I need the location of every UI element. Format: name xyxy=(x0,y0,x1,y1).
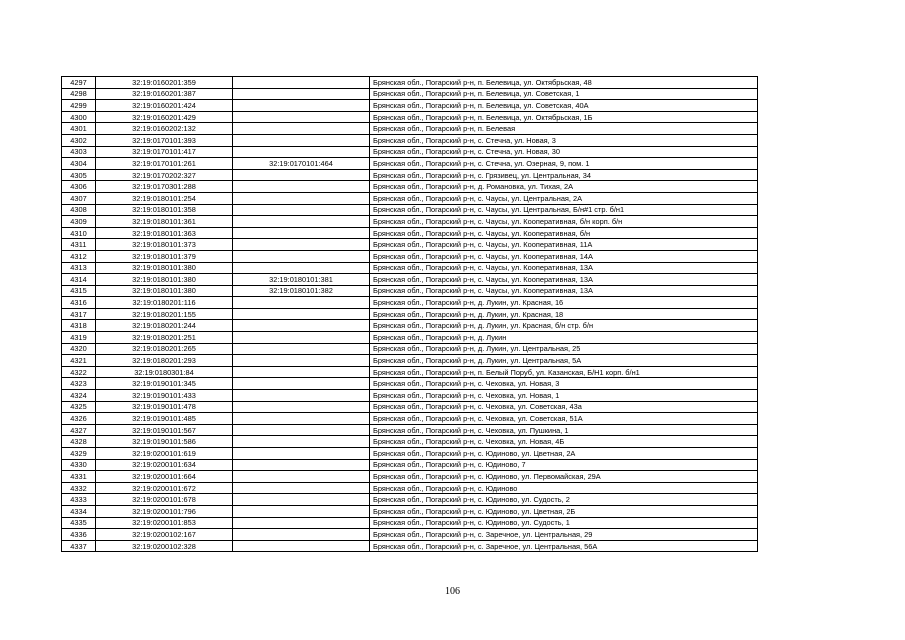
cadastral-number-cell: 32:19:0160202:132 xyxy=(96,123,233,135)
address-cell: Брянская обл., Погарский р-н, с. Чаусы, ул. Центральная, Б/н#1 стр. б/н1 xyxy=(370,204,758,216)
previous-cadastral-number-cell xyxy=(233,505,370,517)
table-row xyxy=(62,517,758,529)
row-number-cell: 4297 xyxy=(62,77,96,89)
row-number-cell: 4316 xyxy=(62,297,96,309)
table-row xyxy=(62,494,758,506)
cadastral-number-cell: 32:19:0180101:380 xyxy=(96,262,233,274)
cadastral-number-cell: 32:19:0200101:796 xyxy=(96,505,233,517)
previous-cadastral-number-cell xyxy=(233,297,370,309)
row-number-cell: 4325 xyxy=(62,401,96,413)
cadastral-number-cell: 32:19:0190101:485 xyxy=(96,413,233,425)
previous-cadastral-number-cell xyxy=(233,308,370,320)
table-row xyxy=(62,401,758,413)
table-row xyxy=(62,378,758,390)
cadastral-number-cell: 32:19:0170301:288 xyxy=(96,181,233,193)
previous-cadastral-number-cell xyxy=(233,517,370,529)
address-cell: Брянская обл., Погарский р-н, с. Чеховка, ул. Советская, 51А xyxy=(370,413,758,425)
property-registry-table xyxy=(61,76,758,552)
address-cell: Брянская обл., Погарский р-н, с. Юдиново, ул. Судость, 2 xyxy=(370,494,758,506)
cadastral-number-cell: 32:19:0170101:417 xyxy=(96,146,233,158)
table-row xyxy=(62,181,758,193)
row-number-cell: 4298 xyxy=(62,88,96,100)
cadastral-number-cell: 32:19:0190101:345 xyxy=(96,378,233,390)
address-cell: Брянская обл., Погарский р-н, с. Юдиново, 7 xyxy=(370,459,758,471)
table-row xyxy=(62,192,758,204)
address-cell: Брянская обл., Погарский р-н, с. Чеховка, ул. Новая, 1 xyxy=(370,390,758,402)
cadastral-number-cell: 32:19:0200102:167 xyxy=(96,529,233,541)
address-cell: Брянская обл., Погарский р-н, д. Лукин, ул. Центральная, 5А xyxy=(370,355,758,367)
previous-cadastral-number-cell xyxy=(233,494,370,506)
table-row xyxy=(62,459,758,471)
table-row xyxy=(62,227,758,239)
address-cell: Брянская обл., Погарский р-н, с. Чаусы, ул. Кооперативная, 13А xyxy=(370,285,758,297)
previous-cadastral-number-cell xyxy=(233,366,370,378)
row-number-cell: 4330 xyxy=(62,459,96,471)
address-cell: Брянская обл., Погарский р-н, с. Стечна, ул. Новая, 30 xyxy=(370,146,758,158)
cadastral-number-cell: 32:19:0190101:586 xyxy=(96,436,233,448)
row-number-cell: 4319 xyxy=(62,332,96,344)
address-cell: Брянская обл., Погарский р-н, п. Белевица, ул. Октябрьская, 48 xyxy=(370,77,758,89)
address-cell: Брянская обл., Погарский р-н, д. Лукин, ул. Центральная, 25 xyxy=(370,343,758,355)
cadastral-number-cell: 32:19:0200101:664 xyxy=(96,471,233,483)
row-number-cell: 4313 xyxy=(62,262,96,274)
row-number-cell: 4326 xyxy=(62,413,96,425)
table-row xyxy=(62,320,758,332)
cadastral-number-cell: 32:19:0200101:853 xyxy=(96,517,233,529)
row-number-cell: 4312 xyxy=(62,250,96,262)
table-row xyxy=(62,123,758,135)
table-row xyxy=(62,529,758,541)
previous-cadastral-number-cell xyxy=(233,332,370,344)
row-number-cell: 4334 xyxy=(62,505,96,517)
cadastral-number-cell: 32:19:0170101:261 xyxy=(96,158,233,170)
table-row xyxy=(62,274,758,286)
address-cell: Брянская обл., Погарский р-н, п. Белевица, ул. Советская, 1 xyxy=(370,88,758,100)
address-cell: Брянская обл., Погарский р-н, д. Лукин, ул. Красная, 18 xyxy=(370,308,758,320)
address-cell: Брянская обл., Погарский р-н, с. Чаусы, ул. Кооперативная, б/н корп. б/н xyxy=(370,216,758,228)
registry-table-body xyxy=(62,77,758,552)
page-number: 106 xyxy=(445,586,460,597)
row-number-cell: 4318 xyxy=(62,320,96,332)
previous-cadastral-number-cell xyxy=(233,134,370,146)
cadastral-number-cell: 32:19:0200101:634 xyxy=(96,459,233,471)
cadastral-number-cell: 32:19:0180101:380 xyxy=(96,274,233,286)
previous-cadastral-number-cell xyxy=(233,390,370,402)
previous-cadastral-number-cell xyxy=(233,343,370,355)
row-number-cell: 4320 xyxy=(62,343,96,355)
previous-cadastral-number-cell xyxy=(233,169,370,181)
cadastral-number-cell: 32:19:0180201:155 xyxy=(96,308,233,320)
previous-cadastral-number-cell xyxy=(233,540,370,552)
address-cell: Брянская обл., Погарский р-н, с. Юдиново xyxy=(370,482,758,494)
address-cell: Брянская обл., Погарский р-н, п. Белевица, ул. Октябрьская, 1Б xyxy=(370,111,758,123)
row-number-cell: 4299 xyxy=(62,100,96,112)
cadastral-number-cell: 32:19:0200101:619 xyxy=(96,448,233,460)
row-number-cell: 4335 xyxy=(62,517,96,529)
cadastral-number-cell: 32:19:0180201:265 xyxy=(96,343,233,355)
previous-cadastral-number-cell xyxy=(233,436,370,448)
address-cell: Брянская обл., Погарский р-н, с. Чеховка, ул. Пушкина, 1 xyxy=(370,424,758,436)
row-number-cell: 4309 xyxy=(62,216,96,228)
row-number-cell: 4314 xyxy=(62,274,96,286)
row-number-cell: 4336 xyxy=(62,529,96,541)
table-row xyxy=(62,448,758,460)
cadastral-number-cell: 32:19:0180201:293 xyxy=(96,355,233,367)
table-row xyxy=(62,100,758,112)
row-number-cell: 4310 xyxy=(62,227,96,239)
table-row xyxy=(62,355,758,367)
previous-cadastral-number-cell xyxy=(233,239,370,251)
address-cell: Брянская обл., Погарский р-н, с. Стечна, ул. Озерная, 9, пом. 1 xyxy=(370,158,758,170)
address-cell: Брянская обл., Погарский р-н, п. Белевая xyxy=(370,123,758,135)
previous-cadastral-number-cell xyxy=(233,181,370,193)
table-row xyxy=(62,285,758,297)
previous-cadastral-number-cell xyxy=(233,482,370,494)
table-row xyxy=(62,262,758,274)
previous-cadastral-number-cell xyxy=(233,77,370,89)
previous-cadastral-number-cell xyxy=(233,250,370,262)
previous-cadastral-number-cell xyxy=(233,192,370,204)
row-number-cell: 4324 xyxy=(62,390,96,402)
previous-cadastral-number-cell xyxy=(233,424,370,436)
cadastral-number-cell: 32:19:0160201:429 xyxy=(96,111,233,123)
row-number-cell: 4322 xyxy=(62,366,96,378)
address-cell: Брянская обл., Погарский р-н, д. Лукин xyxy=(370,332,758,344)
table-row xyxy=(62,540,758,552)
cadastral-number-cell: 32:19:0160201:424 xyxy=(96,100,233,112)
cadastral-number-cell: 32:19:0190101:567 xyxy=(96,424,233,436)
row-number-cell: 4332 xyxy=(62,482,96,494)
address-cell: Брянская обл., Погарский р-н, с. Чаусы, ул. Кооперативная, 11А xyxy=(370,239,758,251)
row-number-cell: 4331 xyxy=(62,471,96,483)
previous-cadastral-number-cell: 32:19:0180101:382 xyxy=(233,285,370,297)
row-number-cell: 4315 xyxy=(62,285,96,297)
cadastral-number-cell: 32:19:0190101:478 xyxy=(96,401,233,413)
previous-cadastral-number-cell xyxy=(233,100,370,112)
cadastral-number-cell: 32:19:0180201:116 xyxy=(96,297,233,309)
previous-cadastral-number-cell xyxy=(233,320,370,332)
table-row xyxy=(62,77,758,89)
cadastral-number-cell: 32:19:0180101:373 xyxy=(96,239,233,251)
table-row xyxy=(62,436,758,448)
table-row xyxy=(62,239,758,251)
previous-cadastral-number-cell xyxy=(233,471,370,483)
table-row xyxy=(62,88,758,100)
previous-cadastral-number-cell xyxy=(233,204,370,216)
address-cell: Брянская обл., Погарский р-н, д. Лукин, ул. Красная, б/н стр. б/н xyxy=(370,320,758,332)
address-cell: Брянская обл., Погарский р-н, с. Заречное, ул. Центральная, 29 xyxy=(370,529,758,541)
row-number-cell: 4304 xyxy=(62,158,96,170)
cadastral-number-cell: 32:19:0190101:433 xyxy=(96,390,233,402)
address-cell: Брянская обл., Погарский р-н, с. Юдиново, ул. Цветная, 2А xyxy=(370,448,758,460)
address-cell: Брянская обл., Погарский р-н, с. Чеховка, ул. Новая, 4Б xyxy=(370,436,758,448)
table-row xyxy=(62,169,758,181)
table-row xyxy=(62,413,758,425)
address-cell: Брянская обл., Погарский р-н, с. Юдиново, ул. Судость, 1 xyxy=(370,517,758,529)
table-row xyxy=(62,471,758,483)
cadastral-number-cell: 32:19:0180101:380 xyxy=(96,285,233,297)
table-row xyxy=(62,158,758,170)
previous-cadastral-number-cell xyxy=(233,459,370,471)
cadastral-number-cell: 32:19:0160201:359 xyxy=(96,77,233,89)
address-cell: Брянская обл., Погарский р-н, с. Чаусы, ул. Кооперативная, б/н xyxy=(370,227,758,239)
table-row xyxy=(62,111,758,123)
previous-cadastral-number-cell: 32:19:0180101:381 xyxy=(233,274,370,286)
cadastral-number-cell: 32:19:0180101:254 xyxy=(96,192,233,204)
address-cell: Брянская обл., Погарский р-н, д. Романовка, ул. Тихая, 2А xyxy=(370,181,758,193)
cadastral-number-cell: 32:19:0200101:672 xyxy=(96,482,233,494)
row-number-cell: 4306 xyxy=(62,181,96,193)
address-cell: Брянская обл., Погарский р-н, п. Белевица, ул. Советская, 40А xyxy=(370,100,758,112)
row-number-cell: 4323 xyxy=(62,378,96,390)
address-cell: Брянская обл., Погарский р-н, с. Чеховка, ул. Новая, 3 xyxy=(370,378,758,390)
cadastral-number-cell: 32:19:0180201:244 xyxy=(96,320,233,332)
table-row xyxy=(62,308,758,320)
row-number-cell: 4327 xyxy=(62,424,96,436)
table-row xyxy=(62,134,758,146)
row-number-cell: 4317 xyxy=(62,308,96,320)
previous-cadastral-number-cell xyxy=(233,262,370,274)
cadastral-number-cell: 32:19:0180101:379 xyxy=(96,250,233,262)
address-cell: Брянская обл., Погарский р-н, д. Лукин, ул. Красная, 16 xyxy=(370,297,758,309)
previous-cadastral-number-cell xyxy=(233,227,370,239)
address-cell: Брянская обл., Погарский р-н, с. Заречное, ул. Центральная, 56А xyxy=(370,540,758,552)
previous-cadastral-number-cell xyxy=(233,529,370,541)
table-row xyxy=(62,505,758,517)
row-number-cell: 4337 xyxy=(62,540,96,552)
address-cell: Брянская обл., Погарский р-н, с. Чаусы, ул. Кооперативная, 13А xyxy=(370,262,758,274)
row-number-cell: 4308 xyxy=(62,204,96,216)
row-number-cell: 4311 xyxy=(62,239,96,251)
address-cell: Брянская обл., Погарский р-н, с. Чеховка, ул. Советская, 43а xyxy=(370,401,758,413)
address-cell: Брянская обл., Погарский р-н, с. Юдиново, ул. Первомайская, 29А xyxy=(370,471,758,483)
table-row xyxy=(62,482,758,494)
table-row xyxy=(62,146,758,158)
cadastral-number-cell: 32:19:0200102:328 xyxy=(96,540,233,552)
address-cell: Брянская обл., Погарский р-н, с. Стечна, ул. Новая, 3 xyxy=(370,134,758,146)
row-number-cell: 4307 xyxy=(62,192,96,204)
cadastral-number-cell: 32:19:0180101:358 xyxy=(96,204,233,216)
previous-cadastral-number-cell xyxy=(233,378,370,390)
table-row xyxy=(62,424,758,436)
row-number-cell: 4301 xyxy=(62,123,96,135)
table-row xyxy=(62,390,758,402)
table-row xyxy=(62,343,758,355)
previous-cadastral-number-cell xyxy=(233,355,370,367)
cadastral-number-cell: 32:19:0180301:84 xyxy=(96,366,233,378)
row-number-cell: 4303 xyxy=(62,146,96,158)
table-row xyxy=(62,297,758,309)
previous-cadastral-number-cell xyxy=(233,216,370,228)
row-number-cell: 4300 xyxy=(62,111,96,123)
cadastral-number-cell: 32:19:0200101:678 xyxy=(96,494,233,506)
cadastral-number-cell: 32:19:0180101:361 xyxy=(96,216,233,228)
table-row xyxy=(62,216,758,228)
table-row xyxy=(62,204,758,216)
table-row xyxy=(62,332,758,344)
cadastral-number-cell: 32:19:0170202:327 xyxy=(96,169,233,181)
previous-cadastral-number-cell xyxy=(233,111,370,123)
address-cell: Брянская обл., Погарский р-н, с. Юдиново, ул. Цветная, 2Б xyxy=(370,505,758,517)
previous-cadastral-number-cell xyxy=(233,448,370,460)
previous-cadastral-number-cell xyxy=(233,146,370,158)
previous-cadastral-number-cell xyxy=(233,413,370,425)
cadastral-number-cell: 32:19:0160201:387 xyxy=(96,88,233,100)
address-cell: Брянская обл., Погарский р-н, с. Чаусы, ул. Центральная, 2А xyxy=(370,192,758,204)
previous-cadastral-number-cell xyxy=(233,123,370,135)
previous-cadastral-number-cell xyxy=(233,88,370,100)
row-number-cell: 4328 xyxy=(62,436,96,448)
cadastral-number-cell: 32:19:0180101:363 xyxy=(96,227,233,239)
address-cell: Брянская обл., Погарский р-н, с. Грязивец, ул. Центральная, 34 xyxy=(370,169,758,181)
address-cell: Брянская обл., Погарский р-н, с. Чаусы, ул. Кооперативная, 13А xyxy=(370,274,758,286)
row-number-cell: 4302 xyxy=(62,134,96,146)
row-number-cell: 4305 xyxy=(62,169,96,181)
previous-cadastral-number-cell: 32:19:0170101:464 xyxy=(233,158,370,170)
address-cell: Брянская обл., Погарский р-н, с. Чаусы, ул. Кооперативная, 14А xyxy=(370,250,758,262)
previous-cadastral-number-cell xyxy=(233,401,370,413)
address-cell: Брянская обл., Погарский р-н, п. Белый Поруб, ул. Казанская, Б/Н1 корп. б/н1 xyxy=(370,366,758,378)
table-row xyxy=(62,250,758,262)
cadastral-number-cell: 32:19:0180201:251 xyxy=(96,332,233,344)
row-number-cell: 4333 xyxy=(62,494,96,506)
table-row xyxy=(62,366,758,378)
cadastral-number-cell: 32:19:0170101:393 xyxy=(96,134,233,146)
row-number-cell: 4329 xyxy=(62,448,96,460)
row-number-cell: 4321 xyxy=(62,355,96,367)
